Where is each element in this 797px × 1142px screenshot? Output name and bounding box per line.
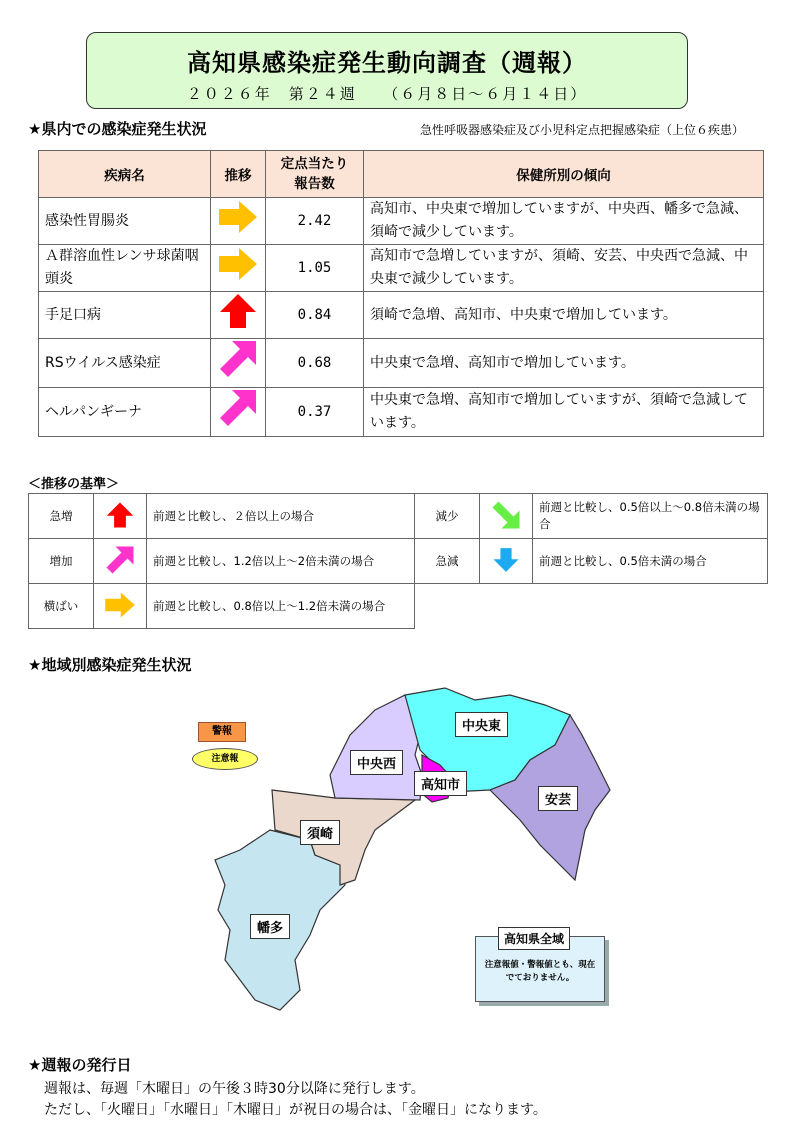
table-row: [39, 339, 764, 388]
legend-arrow: [480, 539, 533, 584]
report-value: 0.68: [266, 339, 364, 388]
trend-cell: [211, 245, 266, 292]
header-disease: 疾病名: [39, 151, 211, 198]
report-value: 0.84: [266, 292, 364, 339]
page-title: 高知県感染症発生動向調査（週報）: [187, 49, 587, 77]
trend-comment: 高知市、中央東で増加していますが、中央西、幡多で急減、須崎で減少しています。: [364, 198, 764, 245]
header-value: 定点当たり報告数: [266, 151, 364, 198]
arrow-right-icon: [217, 199, 259, 235]
trend-comment: 高知市で急増していますが、須崎、安芸、中央西で急減、中央東で減少しています。: [364, 245, 764, 292]
caution-legend: 注意報: [192, 748, 258, 770]
legend-label: 減少: [415, 494, 480, 539]
table-row: [39, 245, 764, 292]
table-row: [39, 292, 764, 339]
table-row: [39, 388, 764, 437]
arrow-up-icon: [105, 501, 135, 529]
trend-comment: 中央東で急増、高知市で増加しています。: [364, 339, 764, 388]
label-hata: 幡多: [250, 914, 290, 939]
arrow-up-icon: [218, 292, 258, 330]
label-kochi-city: 高知市: [414, 771, 467, 796]
legend-label: 増加: [29, 539, 94, 584]
trend-comment: 須崎で急増、高知市、中央東で増加しています。: [364, 292, 764, 339]
warning-legend: 警報: [198, 722, 246, 742]
trend-legend: [28, 493, 768, 629]
legend-arrow: [94, 494, 147, 539]
table-row: [39, 198, 764, 245]
legend-desc: 前週と比較し、1.2倍以上～2倍未満の場合: [147, 539, 415, 584]
report-value: 0.37: [266, 388, 364, 437]
trend-cell: [211, 292, 266, 339]
arrow-right-icon: [217, 246, 259, 282]
label-aki: 安芸: [538, 786, 578, 811]
report-value: 2.42: [266, 198, 364, 245]
disease-name: RSウイルス感染症: [39, 339, 211, 388]
legend-label: 横ばい: [29, 584, 94, 629]
label-chuo-nishi: 中央西: [350, 750, 403, 775]
legend-label: 急増: [29, 494, 94, 539]
prefecture-box: [475, 932, 605, 1002]
arrow-down-right-icon: [491, 500, 521, 530]
arrow-up-right-icon: [218, 388, 258, 428]
label-susaki: 須崎: [300, 820, 340, 845]
arrow-up-right-icon: [218, 339, 258, 379]
legend-desc: 前週と比較し、0.5倍未満の場合: [533, 539, 768, 584]
title-box: [86, 32, 688, 109]
header-comment: 保健所別の傾向: [364, 151, 764, 198]
table-header-row: [39, 151, 764, 198]
section-heading-issue: ★週報の発行日: [28, 1056, 132, 1074]
disease-name: 感染性胃腸炎: [39, 198, 211, 245]
arrow-right-icon: [103, 591, 137, 619]
disease-table: [38, 150, 764, 437]
report-value: 1.05: [266, 245, 364, 292]
legend-label: 急減: [415, 539, 480, 584]
legend-arrow: [94, 584, 147, 629]
disease-name: ヘルパンギーナ: [39, 388, 211, 437]
section-heading-prefecture: ★県内での感染症発生状況: [28, 120, 207, 138]
legend-desc: 前週と比較し、0.8倍以上～1.2倍未満の場合: [147, 584, 415, 629]
legend-desc: 前週と比較し、0.5倍以上～0.8倍未満の場合: [533, 494, 768, 539]
legend-heading: ＜推移の基準＞: [28, 477, 120, 492]
arrow-up-right-icon: [105, 545, 135, 575]
disease-name: Ａ群溶血性レンサ球菌咽頭炎: [39, 245, 211, 292]
table-note: 急性呼吸器感染症及び小児科定点把握感染症（上位６疾患）: [420, 123, 745, 137]
trend-cell: [211, 388, 266, 437]
legend-arrow: [480, 494, 533, 539]
trend-cell: [211, 339, 266, 388]
prefecture-box-text: 注意報値・警報値とも、現在でておりません。: [484, 960, 596, 983]
issue-text-1: 週報は、毎週「木曜日」の午後３時30分以降に発行します。: [44, 1081, 425, 1097]
legend-desc: 前週と比較し、２倍以上の場合: [147, 494, 415, 539]
trend-cell: [211, 198, 266, 245]
report-period: ２０２６年 第２４週 （６月８日～６月１４日）: [186, 85, 588, 103]
section-heading-region: ★地域別感染症発生状況: [28, 656, 192, 674]
header-trend: 推移: [211, 151, 266, 198]
disease-name: 手足口病: [39, 292, 211, 339]
prefecture-box-title: 高知県全域: [498, 927, 570, 950]
arrow-down-icon: [492, 545, 520, 575]
trend-comment: 中央東で急増、高知市で増加していますが、須崎で急減しています。: [364, 388, 764, 437]
issue-text-2: ただし、「火曜日」「水曜日」「木曜日」が祝日の場合は、「金曜日」になります。: [44, 1102, 547, 1118]
label-chuo-higashi: 中央東: [455, 712, 508, 737]
legend-arrow: [94, 539, 147, 584]
region-chuo-nishi: [330, 695, 422, 800]
